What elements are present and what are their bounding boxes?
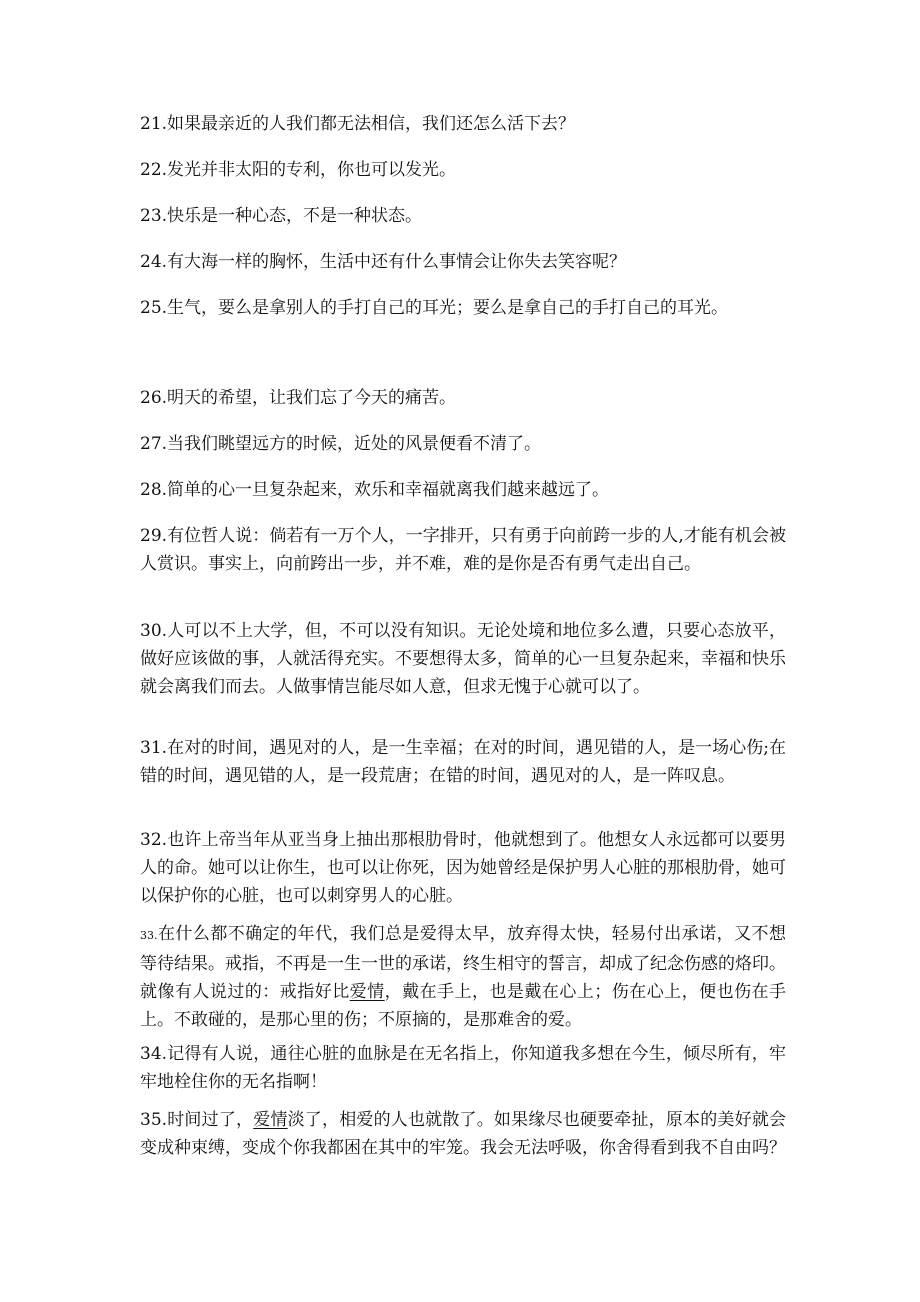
item-text: 快乐是一种心态，不是一种状态。 bbox=[167, 206, 423, 226]
item-text: 淡了，相爱的人也就散了。如果缘尽也硬要牵扯，原本的美好就会变成种束缚，变成个你我都困在其中的牢笼。我会无法呼吸，你舍得看到我不自由吗？ bbox=[140, 1110, 787, 1158]
list-item bbox=[140, 156, 786, 184]
list-item bbox=[140, 1040, 786, 1096]
item-text: 也许上帝当年从亚当身上抽出那根肋骨时，他就想到了。他想女人永远都可以要男人的命。她可以让你生，也可以让你死，因为她曾经是保护男人心脏的那根肋骨，她可以保护你的心脏，也可以刺穿男人的心脏。 bbox=[140, 830, 786, 906]
item-text: 有位哲人说：倘若有一万个人，一字排开，只有勇于向前跨一步的人,才能有机会被人赏识。事实上，向前跨出一步，并不难，难的是你是否有勇气走出自己。 bbox=[140, 526, 786, 574]
item-number: 34. bbox=[140, 1044, 168, 1064]
list-item bbox=[140, 920, 786, 1034]
item-number: 23. bbox=[140, 206, 168, 226]
item-text: 在对的时间，遇见对的人，是一生幸福；在对的时间，遇见错的人，是一场心伤;在错的时间，遇见错的人，是一段荒唐；在错的时间，遇见对的人，是一阵叹息。 bbox=[140, 738, 786, 786]
list-item bbox=[140, 294, 786, 322]
list-item bbox=[140, 202, 786, 230]
item-text: 有大海一样的胸怀，生活中还有什么事情会让你失去笑容呢？ bbox=[167, 252, 627, 272]
item-number: 21. bbox=[140, 114, 168, 134]
list-item bbox=[140, 248, 786, 276]
list-item bbox=[140, 110, 786, 138]
item-number: 28. bbox=[140, 480, 168, 500]
list-item bbox=[140, 826, 786, 910]
item-text: 如果最亲近的人我们都无法相信，我们还怎么活下去？ bbox=[167, 114, 576, 134]
item-number: 22. bbox=[140, 160, 168, 180]
item-number: 25. bbox=[140, 298, 168, 318]
item-number: 27. bbox=[140, 434, 168, 454]
item-text: 时间过了， bbox=[167, 1110, 254, 1130]
list-item bbox=[140, 476, 786, 504]
item-text: 记得有人说，通往心脏的血脉是在无名指上，你知道我多想在今生，倾尽所有，牢牢地栓住你的无名指啊！ bbox=[140, 1044, 786, 1092]
item-text: 明天的希望，让我们忘了今天的痛苦。 bbox=[167, 388, 457, 408]
item-number: 24. bbox=[140, 252, 168, 272]
item-text: ，戴在手上，也是戴在心上；伤在心上，便也伤在手上。不敢碰的，是那心里的伤；不原摘的，是那难舍的爱。 bbox=[140, 982, 787, 1030]
list-item bbox=[140, 1106, 786, 1162]
list-item bbox=[140, 384, 786, 412]
item-text: 发光并非太阳的专利，你也可以发光。 bbox=[167, 160, 457, 180]
item-number: 30. bbox=[140, 621, 168, 641]
item-number: 31. bbox=[140, 738, 168, 758]
item-text: 简单的心一旦复杂起来，欢乐和幸福就离我们越来越远了。 bbox=[167, 480, 610, 500]
item-text: 生气，要么是拿别人的手打自己的耳光；要么是拿自己的手打自己的耳光。 bbox=[167, 298, 729, 318]
list-item bbox=[140, 522, 786, 578]
list-item bbox=[140, 617, 786, 701]
item-number: 32. bbox=[140, 830, 168, 850]
item-number: 33. bbox=[140, 929, 158, 942]
list-item bbox=[140, 430, 786, 458]
item-number: 29. bbox=[140, 526, 168, 546]
item-number: 26. bbox=[140, 388, 168, 408]
aiqing-link[interactable]: 爱情 bbox=[349, 982, 385, 1002]
item-number: 35. bbox=[140, 1110, 168, 1130]
list-item bbox=[140, 734, 786, 790]
item-text: 当我们眺望远方的时候，近处的风景便看不清了。 bbox=[167, 434, 542, 454]
item-text: 人可以不上大学，但，不可以没有知识。无论处境和地位多么遭，只要心态放平，做好应该做的事，人就活得充实。不要想得太多，简单的心一旦复杂起来，幸福和快乐就会离我们而去。人做事情岂能尽如人意，但求无愧于心就可以了。 bbox=[140, 621, 786, 697]
item-text: 在什么都不确定的年代，我们总是爱得太早，放弃得太快，轻易付出承诺，又不想等待结果。戒指，不再是一生一世的承诺，终生相守的誓言，却成了纪念伤感的烙印。就像有人说过的：戒指好比 bbox=[140, 924, 786, 1002]
aiqing-link[interactable]: 爱情 bbox=[253, 1110, 288, 1130]
